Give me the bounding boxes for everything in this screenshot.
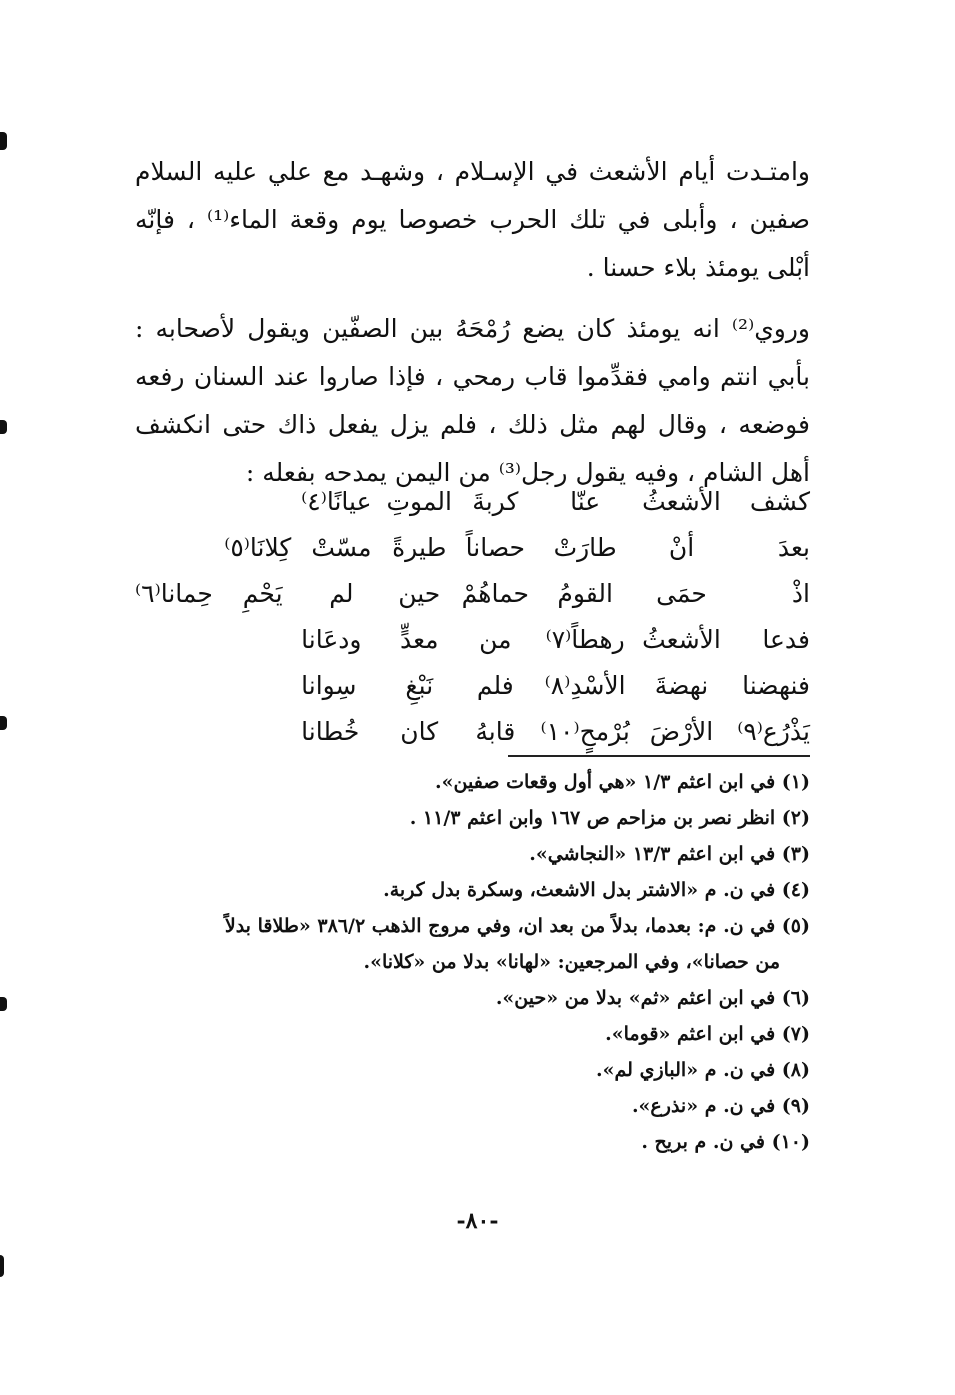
footnotes <box>135 764 810 1160</box>
footnote-3: (٣) في ابن اعثم ١٣/٣ «النجاشي». <box>529 843 810 865</box>
verse-word: عنّا <box>570 486 601 516</box>
verse-word: يَحْمِ <box>242 578 283 608</box>
verse-word: يَذْرُع⁽٩⁾ <box>737 716 810 746</box>
footnote-10: (١٠) في ن. م بريح . <box>641 1131 810 1153</box>
verse-word: من <box>479 624 512 654</box>
verse-word: حماهُمْ <box>461 578 530 608</box>
verse-word: الموتِ <box>386 486 452 516</box>
verse-word: حين <box>398 578 441 608</box>
verse-word: طارَتْ <box>553 532 617 562</box>
verse-word: لم <box>329 578 354 608</box>
verse-word: فلم <box>476 670 514 700</box>
verse-word: حمَى <box>656 578 707 608</box>
verse-word: القومُ <box>557 578 613 608</box>
verse-word: نهضةَ <box>654 670 709 700</box>
verse-word: طيرةً <box>392 532 447 562</box>
verse-word: كربةَ <box>472 486 519 516</box>
verse-word: الأشعثُ <box>642 486 721 516</box>
verse-word: كِلانَا⁽٥⁾ <box>224 532 292 562</box>
poem-verses <box>135 478 810 754</box>
verse-word: معدٍّ <box>399 624 439 654</box>
scan-edge-mark <box>0 132 7 150</box>
verse-word: خُطانا <box>301 716 360 746</box>
scan-edge-mark <box>0 1255 4 1277</box>
page-number: -٨٠- <box>456 1208 499 1234</box>
footnote-5-line-2: من حصانا»، وفي المرجعين: «لهانا» بدلا من «كلانا». <box>363 951 780 973</box>
scan-edge-mark <box>0 716 7 730</box>
verse-word: حصاناً <box>465 532 525 562</box>
verse-line <box>135 478 810 524</box>
footnote-6: (٦) في ابن اعثم «ثم» بدلا من «حين». <box>495 987 810 1009</box>
verse-word: نَبْغِ <box>405 670 434 700</box>
verse-word: فنهضنا <box>742 670 810 700</box>
footnote-separator <box>508 755 810 757</box>
verse-word: أنْ <box>668 532 695 562</box>
verse-word: سِوانا <box>301 670 357 700</box>
footnote-9: (٩) في ن. م «نذرع». <box>631 1095 810 1117</box>
footnote-1: (١) في ابن اعثم ١/٣ «هي أول وقعات صفين». <box>435 771 810 793</box>
verse-word: بُرْمحٍ⁽١٠⁾ <box>540 716 630 746</box>
footnote-8: (٨) في ن. م «البازي لم». <box>596 1059 810 1081</box>
verse-line <box>135 524 810 570</box>
footnote-5 <box>135 908 810 980</box>
verse-line <box>135 570 810 616</box>
verse-word: قابهُ <box>475 716 516 746</box>
verse-word: اذْ <box>791 578 810 608</box>
verse-word: حِمانا⁽٦⁾ <box>135 578 213 608</box>
verse-word: الأسْدِ⁽٨⁾ <box>544 670 626 700</box>
verse-line <box>135 616 810 662</box>
scan-edge-mark <box>0 420 7 434</box>
footnote-7: (٧) في ابن اعثم «قوما». <box>605 1023 810 1045</box>
footnote-2: (٢) انظر نصر بن مزاحم ص ١٦٧ وابن اعثم ١١/٣ . <box>409 807 810 829</box>
verse-word: كشف <box>749 486 810 516</box>
verse-line <box>135 708 810 754</box>
verse-word: الأرْضَ <box>649 716 714 746</box>
verse-word: الأشعثُ <box>642 624 721 654</box>
verse-word: بعدَ <box>777 532 810 562</box>
verse-word: كان <box>400 716 439 746</box>
verse-word: عيانًا⁽٤⁾ <box>301 486 372 516</box>
body-paragraph-1: وامتـدت أيام الأشعث في الإسـلام ، وشهـد مع علي عليه السلام صفين ، وأبلى في تلك الحرب خصوصا يوم وقعة الماء⁽¹⁾ ، فإنّه أبْلى يومئذ بلاء حسنا . <box>135 157 810 282</box>
footnote-4: (٤) في ن. م «الاشتر بدل الاشعث، وسكرة بدل كربة. <box>383 879 810 901</box>
verse-word: ودعَانا <box>301 624 362 654</box>
scan-edge-mark <box>0 997 7 1011</box>
verse-word: فدعا <box>762 624 810 654</box>
verse-word: مسّتْ <box>311 532 372 562</box>
verse-word: رهطاً⁽٧⁾ <box>545 624 625 654</box>
body-paragraph-2: وروي⁽²⁾ انه يومئذ كان يضع رُمْحَهُ بين الصفّين ويقول لأصحابه : بأبي انتم وامي فقدِّموا قاب رمحي ، فإذا صاروا عند السنان رفعه فوضعه ، وقال لهم مثل ذلك ، فلم يزل يفعل ذاك حتى انكشف أهل الشام ، وفيه يقول رجل⁽³⁾ من اليمن يمدحه بفعله : <box>135 314 810 487</box>
verse-line <box>135 662 810 708</box>
footnote-5-line-1: (٥) في ن. م: بعدما، بدلاً من بعد ان، وفي مروج الذهب ٣٨٦/٢ «طلاقا بدلاً <box>224 915 810 937</box>
